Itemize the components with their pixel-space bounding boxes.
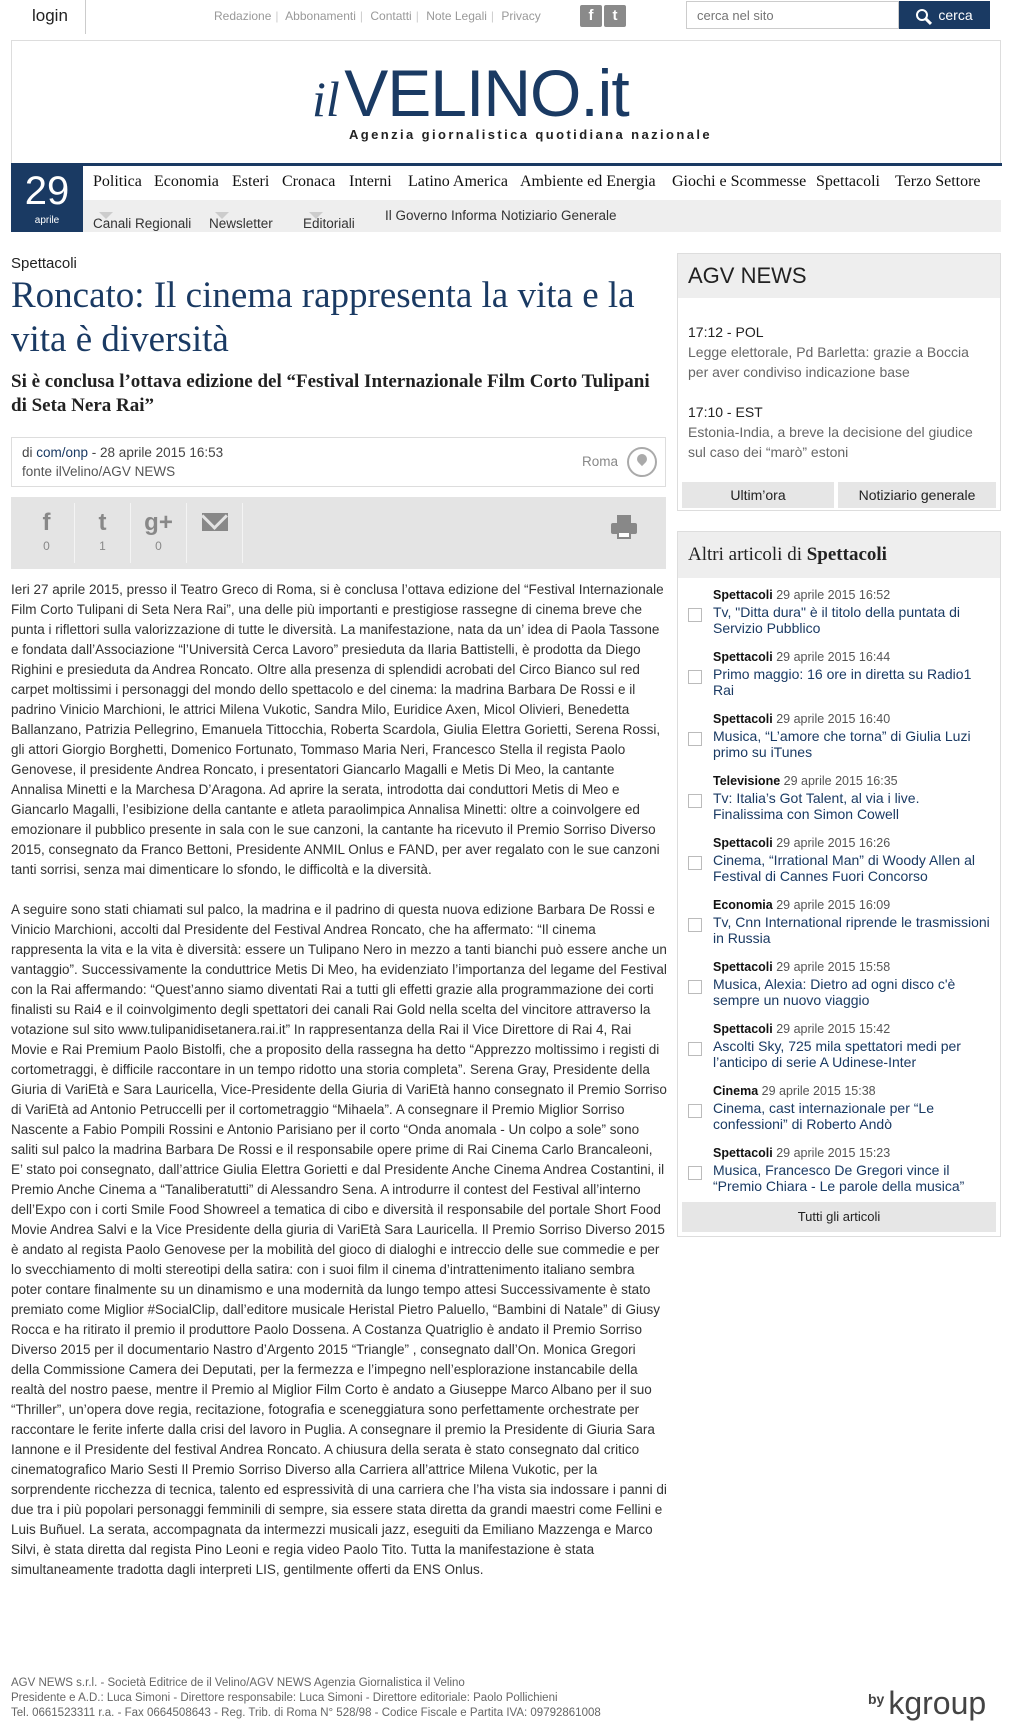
nav-interni[interactable]: Interni [349, 173, 392, 190]
nav-terzo-settore[interactable]: Terzo Settore [895, 173, 981, 190]
date-day: 29 [24, 169, 70, 213]
nav-cronaca[interactable]: Cronaca [282, 173, 336, 190]
footer-line: AGV NEWS s.r.l. - Società Editrice de il Velino/AGV NEWS Agenzia Giornalistica il Velino [11, 1677, 465, 1689]
subnav-notiziario-generale[interactable]: Notiziario Generale [501, 208, 617, 223]
share-twitter-count: 1 [99, 539, 106, 553]
byline-author[interactable]: com/onp [36, 445, 89, 460]
share-gplus-count: 0 [155, 539, 162, 553]
list-item[interactable] [678, 650, 1000, 712]
twitter-icon: t [98, 509, 107, 536]
byline-city: Roma [582, 454, 619, 469]
nav-latino-america[interactable]: Latino America [408, 173, 508, 190]
list-item-section: Televisione [713, 774, 781, 788]
list-item[interactable] [678, 588, 1000, 650]
list-item-title[interactable]: Tv, Cnn International riprende le trasmissioni in Russia [713, 914, 990, 946]
nav-giochi-scommesse[interactable]: Giochi e Scommesse [672, 173, 807, 190]
footer-line: Presidente e A.D.: Luca Simoni - Direttore responsabile: Luca Simoni - Direttore editoriale: Paolo Pollichieni [11, 1692, 558, 1704]
footer [11, 1676, 601, 1721]
top-bar [0, 0, 1011, 34]
list-item-title[interactable]: Musica, Francesco De Gregori vince il “Premio Chiara - Le parole della musica” [713, 1162, 965, 1194]
agv-news-item[interactable] [688, 322, 988, 382]
all-articles-button[interactable]: Tutti gli articoli [682, 1202, 996, 1232]
list-item-section: Spettacoli [713, 1022, 773, 1036]
list-item-date: 29 aprile 2015 16:52 [772, 588, 891, 602]
logo-tagline: Agenzia giornalistica quotidiana nazionale [348, 127, 712, 142]
agv-news-time: 17:10 - EST [688, 404, 763, 420]
list-item-title[interactable]: Tv, "Ditta dura" è il titolo della puntata di Servizio Pubblico [713, 604, 961, 636]
search-input[interactable] [686, 1, 899, 29]
kgroup-name: kgroup [888, 1685, 987, 1721]
list-item-date: 29 aprile 2015 15:23 [772, 1146, 891, 1160]
list-item-section: Spettacoli [713, 650, 773, 664]
site-logo[interactable] [312, 55, 629, 131]
list-item[interactable] [678, 774, 1000, 836]
list-item-title[interactable]: Tv: Italia’s Got Talent, al via i live. Finalissima con Simon Cowell [713, 790, 920, 822]
list-item-meta [713, 712, 890, 726]
share-facebook-count: 0 [43, 539, 50, 553]
agv-news-item[interactable] [688, 402, 988, 462]
nav-politica[interactable]: Politica [93, 173, 142, 190]
list-item-date: 29 aprile 2015 15:38 [758, 1084, 876, 1098]
related-articles-heading [678, 532, 1000, 578]
checkbox[interactable] [688, 918, 702, 932]
masthead [11, 40, 1001, 164]
subnav-canali-regionali-label: Canali Regionali [93, 216, 192, 231]
list-item-meta [713, 1084, 876, 1098]
checkbox[interactable] [688, 980, 702, 994]
list-item-date: 29 aprile 2015 16:44 [772, 650, 891, 664]
link-privacy[interactable]: Privacy [501, 9, 541, 23]
link-abbonamenti[interactable]: Abbonamenti [285, 9, 356, 23]
agv-news-time: 17:12 - POL [688, 324, 764, 340]
subnav-canali-regionali[interactable] [93, 208, 192, 231]
share-bar [11, 497, 666, 569]
list-item[interactable] [678, 898, 1000, 960]
subnav-newsletter-label: Newsletter [209, 216, 273, 231]
share-twitter-button[interactable] [75, 503, 131, 563]
article-paragraph: Ieri 27 aprile 2015, presso il Teatro Greco di Roma, si è conclusa l’ottava edizione del “Festival Internazionale Film Corto Tulipani di Seta Nera Rai”, una delle più importanti e prestigiose rassegne di cinema breve che punta i riflettori sulla valorizzazione di tutte le diversità. La manifestazione, nata da un’ idea di Paola Tassone e fondata dall’Associazione “l’Università Cerca Lavoro” presieduta da Ilaria Battistelli, è prodotta da Diego Righini e presieduta da Andrea Roncato. Oltre alla presenza di splendidi acrobati del Circo Bianco sul red carpet moltissimi i personaggi del mondo dello spettacolo e del cinema: la madrina Barbara De Rossi e il padrino Vinicio Marchioni, le attrici Milena Vukotic, Sandra Milo, Euridice Axen, Micol Olivieri, Benedetta Ballanzano, Patrizia Pellegrino, Emanuela Tittocchia, Roberta Scardola, Giulia Elettra Gorietti, Serena Rossi, gli attori Giorgio Borghetti, Domenico Fortunato, Tommaso Maria Neri, Francesco Stella il regista Paolo Genovese, il presidente Andrea Roncato, i presentatori Giancarlo Magalli e Metis Di Meo, la cantante Annalisa Minetti e la Marchesa D’Aragona. Ad aprire la serata, introdotta dai conduttori Metis di Meo e Giancarlo Magalli, l’esibizione della cantante e atleta paraolimpica Annalisa Minetti: oltre a coinvolgere ed emozionare il pubblico presente in sala con le sue canzoni, la cantante ha ricevuto il Premio Sorriso Diverso 2015, consegnato da Franco Bettoni, Presidente ANMIL Onlus e FAND, per aver regalato con le sue canzoni tanti sorrisi, senza mai dimenticare lo sfondo, le difficoltà e la diversità. [11, 582, 664, 877]
list-item-date: 29 aprile 2015 16:40 [772, 712, 891, 726]
list-item-title[interactable]: Musica, “L’amore che torna” di Giulia Luzi primo su iTunes [713, 728, 971, 760]
date-month: aprile [34, 215, 60, 226]
list-item-section: Spettacoli [713, 712, 773, 726]
search-icon [916, 9, 928, 21]
list-item-meta [713, 1022, 890, 1036]
kgroup-logo[interactable] [868, 1685, 986, 1722]
top-links: Redazione | Abbonamenti | Contatti | Note Legali | Privacy [214, 9, 541, 23]
checkbox[interactable] [688, 794, 702, 808]
related-articles-box [677, 531, 1001, 1237]
twitter-icon[interactable]: t [604, 5, 626, 27]
logo-il: il [312, 71, 340, 127]
checkbox[interactable] [688, 1104, 702, 1118]
nav-economia[interactable]: Economia [154, 173, 219, 190]
list-item-meta [713, 836, 890, 850]
nav-esteri[interactable]: Esteri [232, 173, 270, 190]
list-item-date: 29 aprile 2015 15:42 [772, 1022, 891, 1036]
list-item-title[interactable]: Ascolti Sky, 725 mila spettatori medi per l’anticipo di serie A Udinese-Inter [713, 1038, 961, 1070]
search-button[interactable] [899, 1, 990, 29]
share-gplus-button[interactable] [131, 503, 187, 563]
agv-news-headline: Estonia-India, a breve la decisione del giudice sul caso dei “marò” estoni [688, 424, 973, 460]
footer-line: Tel. 0661523311 r.a. - Fax 0664508643 - Reg. Trib. di Roma N° 528/98 - Codice Fiscale e Partita IVA: 09792861008 [11, 1707, 601, 1719]
checkbox[interactable] [688, 670, 702, 684]
logo-velino: VELINO.it [344, 56, 629, 130]
list-item-section: Spettacoli [713, 836, 773, 850]
list-item-meta [713, 650, 890, 664]
subnav-editoriali[interactable] [303, 208, 355, 231]
article-body [11, 580, 667, 1600]
list-item-title[interactable]: Musica, Alexia: Dietro ad ogni disco c'è sempre un nuovo viaggio [713, 976, 956, 1008]
list-item[interactable] [678, 836, 1000, 898]
list-item-meta [713, 588, 890, 602]
nav-spettacoli[interactable]: Spettacoli [816, 173, 880, 190]
share-mail-button[interactable] [187, 503, 243, 563]
list-item-title[interactable]: Cinema, “Irrational Man” di Woody Allen al Festival di Cannes Fuori Concorso [713, 852, 975, 884]
related-heading-section: Spettacoli [806, 544, 887, 565]
list-item-date: 29 aprile 2015 16:09 [772, 898, 891, 912]
share-facebook-button[interactable] [19, 503, 75, 563]
print-icon[interactable] [611, 515, 637, 539]
agv-tabs [682, 482, 996, 508]
main-nav [83, 163, 1001, 200]
checkbox[interactable] [688, 1166, 702, 1180]
facebook-icon: f [42, 509, 51, 536]
facebook-icon[interactable]: f [580, 5, 602, 27]
tab-ultimora[interactable]: Ultim’ora [682, 482, 834, 508]
list-item-meta [713, 1146, 890, 1160]
list-item[interactable] [678, 1022, 1000, 1084]
subnav-governo-informa[interactable]: Il Governo Informa [385, 208, 497, 223]
list-item-date: 29 aprile 2015 16:35 [780, 774, 898, 788]
link-redazione[interactable]: Redazione [214, 9, 272, 23]
checkbox[interactable] [688, 856, 702, 870]
list-item-date: 29 aprile 2015 16:26 [772, 836, 891, 850]
checkbox[interactable] [688, 1042, 702, 1056]
list-item-section: Spettacoli [713, 1146, 773, 1160]
tab-notiziario-generale[interactable]: Notiziario generale [838, 482, 996, 508]
list-item[interactable] [678, 712, 1000, 774]
article-byline [11, 437, 666, 487]
list-item-section: Spettacoli [713, 588, 773, 602]
nav-ambiente-energia[interactable]: Ambiente ed Energia [520, 173, 656, 190]
list-item[interactable] [678, 960, 1000, 1022]
subnav-newsletter[interactable] [209, 208, 273, 231]
link-note-legali[interactable]: Note Legali [426, 9, 487, 23]
related-heading-prefix: Altri articoli di [688, 544, 807, 565]
byline-prefix: di [22, 445, 37, 460]
mail-icon [202, 513, 228, 531]
list-item-section: Spettacoli [713, 960, 773, 974]
article-paragraph: A seguire sono stati chiamati sul palco, la madrina e il padrino di questa nuova edizione Barbara De Rossi e Vinicio Marchioni, accolti dal Presidente del Festival Andrea Roncato, che ha affermato: “Il cinema rappresenta la vita e la vita è diversità: essere un Tulipano Nero in mezzo a tanti bianchi può essere anche un vantaggio”. Successivamente la conduttrice Metis Di Meo, ha evidenziato l’importanza del legame del Festival con la Rai affermando: “Quest’anno siamo diventati Rai a tutti gli effetti grazie alla programmazione dei corti finalisti su Rai4 e il coinvolgimento degli spettatori dei canali Rai Gold nella scelta del vincitore attraverso la votazione sul sito www.tulipanidisetanera.rai.it” In rappresentanza della Rai il Vice Direttore di Rai 4, Rai Movie e Rai Premium Paolo Bistolfi, che a proposito della rassegna ha detto “Apprezzo moltissimo i registi di cortometraggi, è difficile raccontare in un tempo ridotto una storia completa”. Serena Gray, Presidente della Giuria di VariEtà e Sara Lauricella, Vice-Presidente della Giuria di VariEtà hanno consegnato il Premio Sorriso di VariEtà ad Antonio Petruccelli per il cortometraggio “Mihaela”. A consegnare il Premio Miglior Sorriso Nascente a Fabio Pompili Rossini e Antonio Parisiano per il corto “Onda anomala - Un colpo a sole” sono saliti sul palco la madrina Barbara De Rossi e il responsabile opere prime di Rai Cinema Carlo Brancaleoni, E’ stato poi consegnato, dall’attrice Giulia Elettra Gorietti e dal Presidente Anche Cinema Andrea Costantini, il Premio Anche Cinema a “Tanaliberatutti” di Alessandro Sena. A introdurre il contest del Festival all’interno dell’Expo con i corti Smile Food Showreel a tematica di cibo e diversità il responsabile del portale Short Food Movie Andrea Salvi e la Vice Presidente della giuria di VariEtà Sara Lauricella. Il Premio Sorriso Diverso 2015 è andato al regista Paolo Genovese per la mobilità del gioco di dialoghi e intreccio delle sue commedie e per lo svecchiamento di molti stereotipi della satira: con i suoi film il cinema d’intrattenimento italiano sembra poter contare finalmente su un dinamismo e una modernità da lungo tempo attesi Successivamente è stato premiato come Miglior #SocialClip, dall’editore musicale Heristal Pietro Paluello, “Bambini di Natale” di Giusy Rocca e ha ritirato il premio il produttore Paolo Dossena. A Costanza Quatriglio è andato il Premio Sorriso Diverso 2015 per il documentario Nastro d’Argento 2015 “Triangle” , consegnato dall’On. Monica Gregori della Commissione Camera dei Deputati, per la fermezza e l’impegno nell’esplorazione instancabile della realtà del nostro paese, mentre il Premio al Miglior Film Corto è andato a Giuseppe Marco Albano per il suo “Thriller”, un’opera dove regia, recitazione, fotografia e sceneggiatura sono perfettamente orchestrate per raccontare le ferite inferte dalla crisi del lavoro in Puglia. A consegnare il premio la Presidente di Giuria Sara Iannone e il Presidente del festival Andrea Roncato. A chiusura della serata è stato consegnato dal critico cinematografico Mario Sesti Il Premio Sorriso Diverso alla Carriera all’attrice Milena Vukotic, per la sorprendente ricchezza di tecnica, talento ed espressività di una carriera che l’ha vista sia indossare i panni di due tra i più popolari personaggi femminili di sempre, sia essere stata diretta da grandi maestri come Fellini e Luis Buñuel. La serata, accompagnata da intermezzi musicali jazz, eseguiti da Emiliano Mazzenga e Marco Silvi, è stata diretta dal regista Pino Leoni e regia video Paolo Tito. Tutta la manifestazione è stata simultaneamente tradotta dagli interpreti LIS, gentilmente offerti da ENS Onlus. [11, 902, 667, 1577]
login-link[interactable]: login [14, 0, 86, 34]
list-item-title[interactable]: Primo maggio: 16 ore in diretta su Radio1 Rai [713, 666, 972, 698]
byline-source: fonte ilVelino/AGV NEWS [22, 464, 176, 479]
list-item-meta [713, 774, 898, 788]
list-item[interactable] [678, 1146, 1000, 1208]
article-subtitle: Si è conclusa l’ottava edizione del “Festival Internazionale Film Corto Tulipani di Seta Nera Rai” [11, 371, 650, 416]
sub-nav [83, 200, 1001, 232]
agv-news-heading: AGV NEWS [678, 254, 1000, 298]
gplus-icon: g+ [144, 509, 173, 536]
link-contatti[interactable]: Contatti [370, 9, 412, 23]
date-box [11, 163, 83, 232]
kgroup-by: by [868, 1691, 885, 1707]
list-item-section: Economia [713, 898, 773, 912]
agv-news-headline: Legge elettorale, Pd Barletta: grazie a Boccia per aver condiviso indicazione base [688, 344, 969, 380]
subnav-editoriali-label: Editoriali [303, 216, 355, 231]
list-item-title[interactable]: Cinema, cast internazionale per “Le confessioni” di Roberto Andò [713, 1100, 935, 1132]
list-item-meta [713, 960, 890, 974]
location-pin-icon [627, 447, 657, 477]
agv-news-box [677, 253, 1001, 511]
search-button-label: cerca [938, 7, 973, 23]
article-section[interactable]: Spettacoli [11, 255, 77, 272]
checkbox[interactable] [688, 732, 702, 746]
social-links [580, 5, 628, 27]
byline-author-line [22, 445, 223, 460]
checkbox[interactable] [688, 608, 702, 622]
list-item-section: Cinema [713, 1084, 759, 1098]
byline-date: - 28 aprile 2015 16:53 [88, 445, 224, 460]
article-title: Roncato: Il cinema rappresenta la vita e la vita è diversità [11, 275, 635, 360]
list-item-meta [713, 898, 890, 912]
list-item[interactable] [678, 1084, 1000, 1146]
list-item-date: 29 aprile 2015 15:58 [772, 960, 891, 974]
